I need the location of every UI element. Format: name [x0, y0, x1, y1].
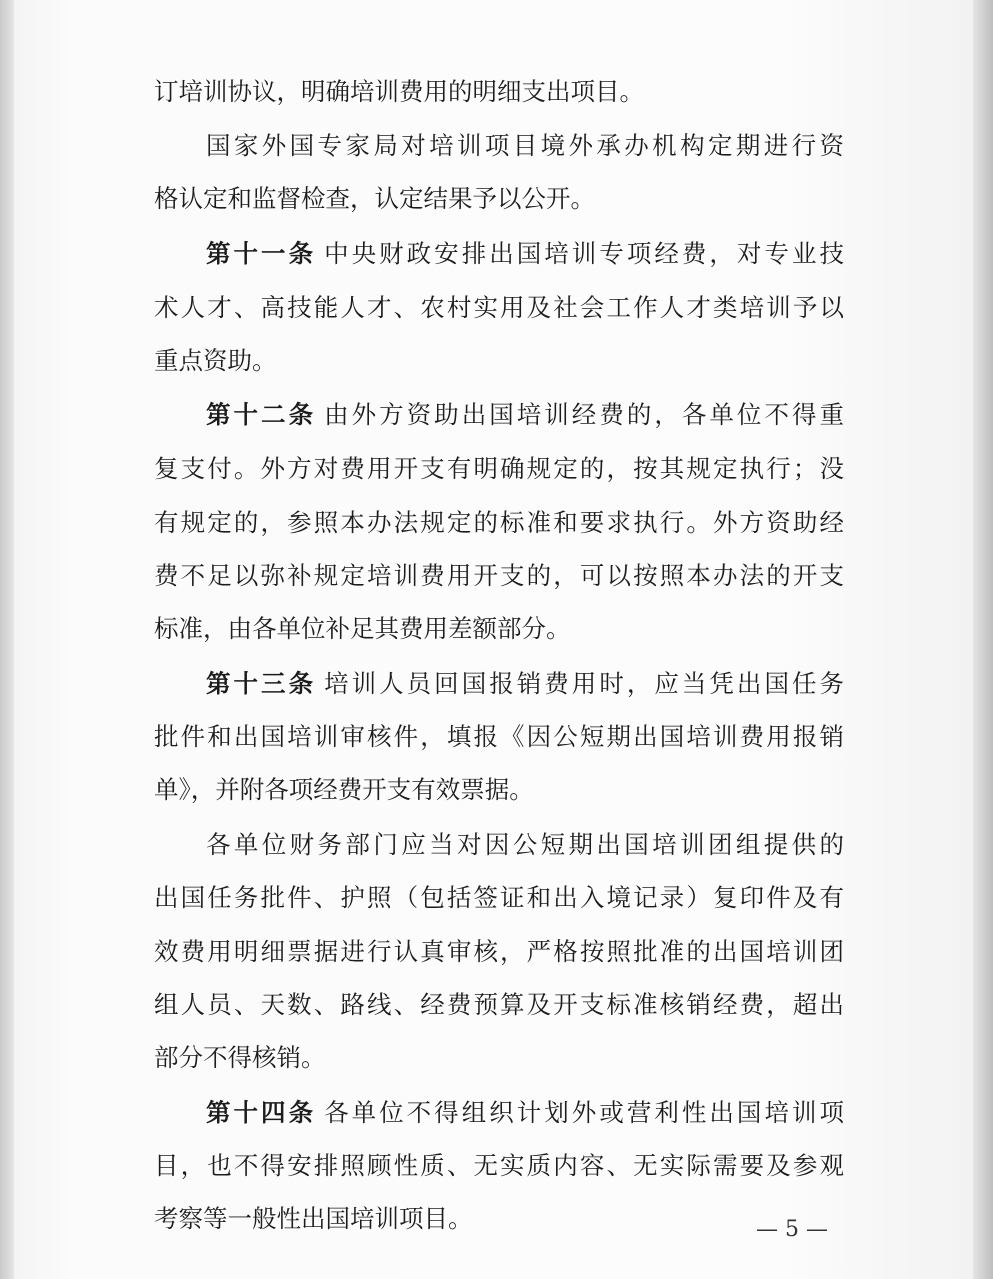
- page-edge-left: [0, 0, 14, 1279]
- text-line: 考察等一般性出国培训项目。: [154, 1204, 473, 1233]
- page-edge-right: [973, 0, 993, 1279]
- text-line: 批件和出国培训审核件，填报《因公短期出国培训费用报销: [154, 722, 844, 751]
- text-line: 费不足以弥补规定培训费用开支的，可以按照本办法的开支: [154, 561, 844, 590]
- text-line: 出国任务批件、护照（包括签证和出入境记录）复印件及有: [154, 883, 844, 912]
- text-line: 有规定的，参照本办法规定的标准和要求执行。外方资助经: [154, 508, 844, 537]
- text-line: 第十四条 各单位不得组织计划外或营利性出国培训项: [206, 1098, 845, 1127]
- page-number: — 5 —: [756, 1217, 828, 1242]
- text-line: 组人员、天数、路线、经费预算及开支标准核销经费，超出: [154, 990, 844, 1019]
- text-line: 标准，由各单位补足其费用差额部分。: [154, 614, 571, 643]
- text-line: 国家外国专家局对培训项目境外承办机构定期进行资: [206, 131, 844, 160]
- text-line: 复支付。外方对费用开支有明确规定的，按其规定执行；没: [154, 454, 844, 483]
- text-line: 部分不得核销。: [154, 1043, 326, 1072]
- text-line: 效费用明细票据进行认真审核，严格按照批准的出国培训团: [154, 937, 844, 966]
- text-line: 目，也不得安排照顾性质、无实质内容、无实际需要及参观: [154, 1151, 844, 1180]
- text-line: 格认定和监督检查，认定结果予以公开。: [154, 184, 595, 213]
- article-heading: 第十二条: [206, 400, 317, 429]
- article-heading: 第十三条: [206, 669, 317, 698]
- document-page: [14, 0, 973, 1279]
- text-line: 订培训协议，明确培训费用的明细支出项目。: [154, 77, 644, 106]
- text-line: 第十一条 中央财政安排出国培训专项经费，对专业技: [206, 239, 845, 268]
- article-heading: 第十一条: [206, 239, 317, 268]
- text-line: 重点资助。: [154, 346, 277, 375]
- article-heading: 第十四条: [206, 1098, 317, 1127]
- text-line: 第十三条 培训人员回国报销费用时，应当凭出国任务: [206, 669, 845, 698]
- text-line: 单》，并附各项经费开支有效票据。: [154, 775, 534, 804]
- text-line: 各单位财务部门应当对因公短期出国培训团组提供的: [206, 830, 844, 859]
- text-line: 第十二条 由外方资助出国培训经费的，各单位不得重: [206, 400, 845, 429]
- text-line: 术人才、高技能人才、农村实用及社会工作人才类培训予以: [154, 293, 844, 322]
